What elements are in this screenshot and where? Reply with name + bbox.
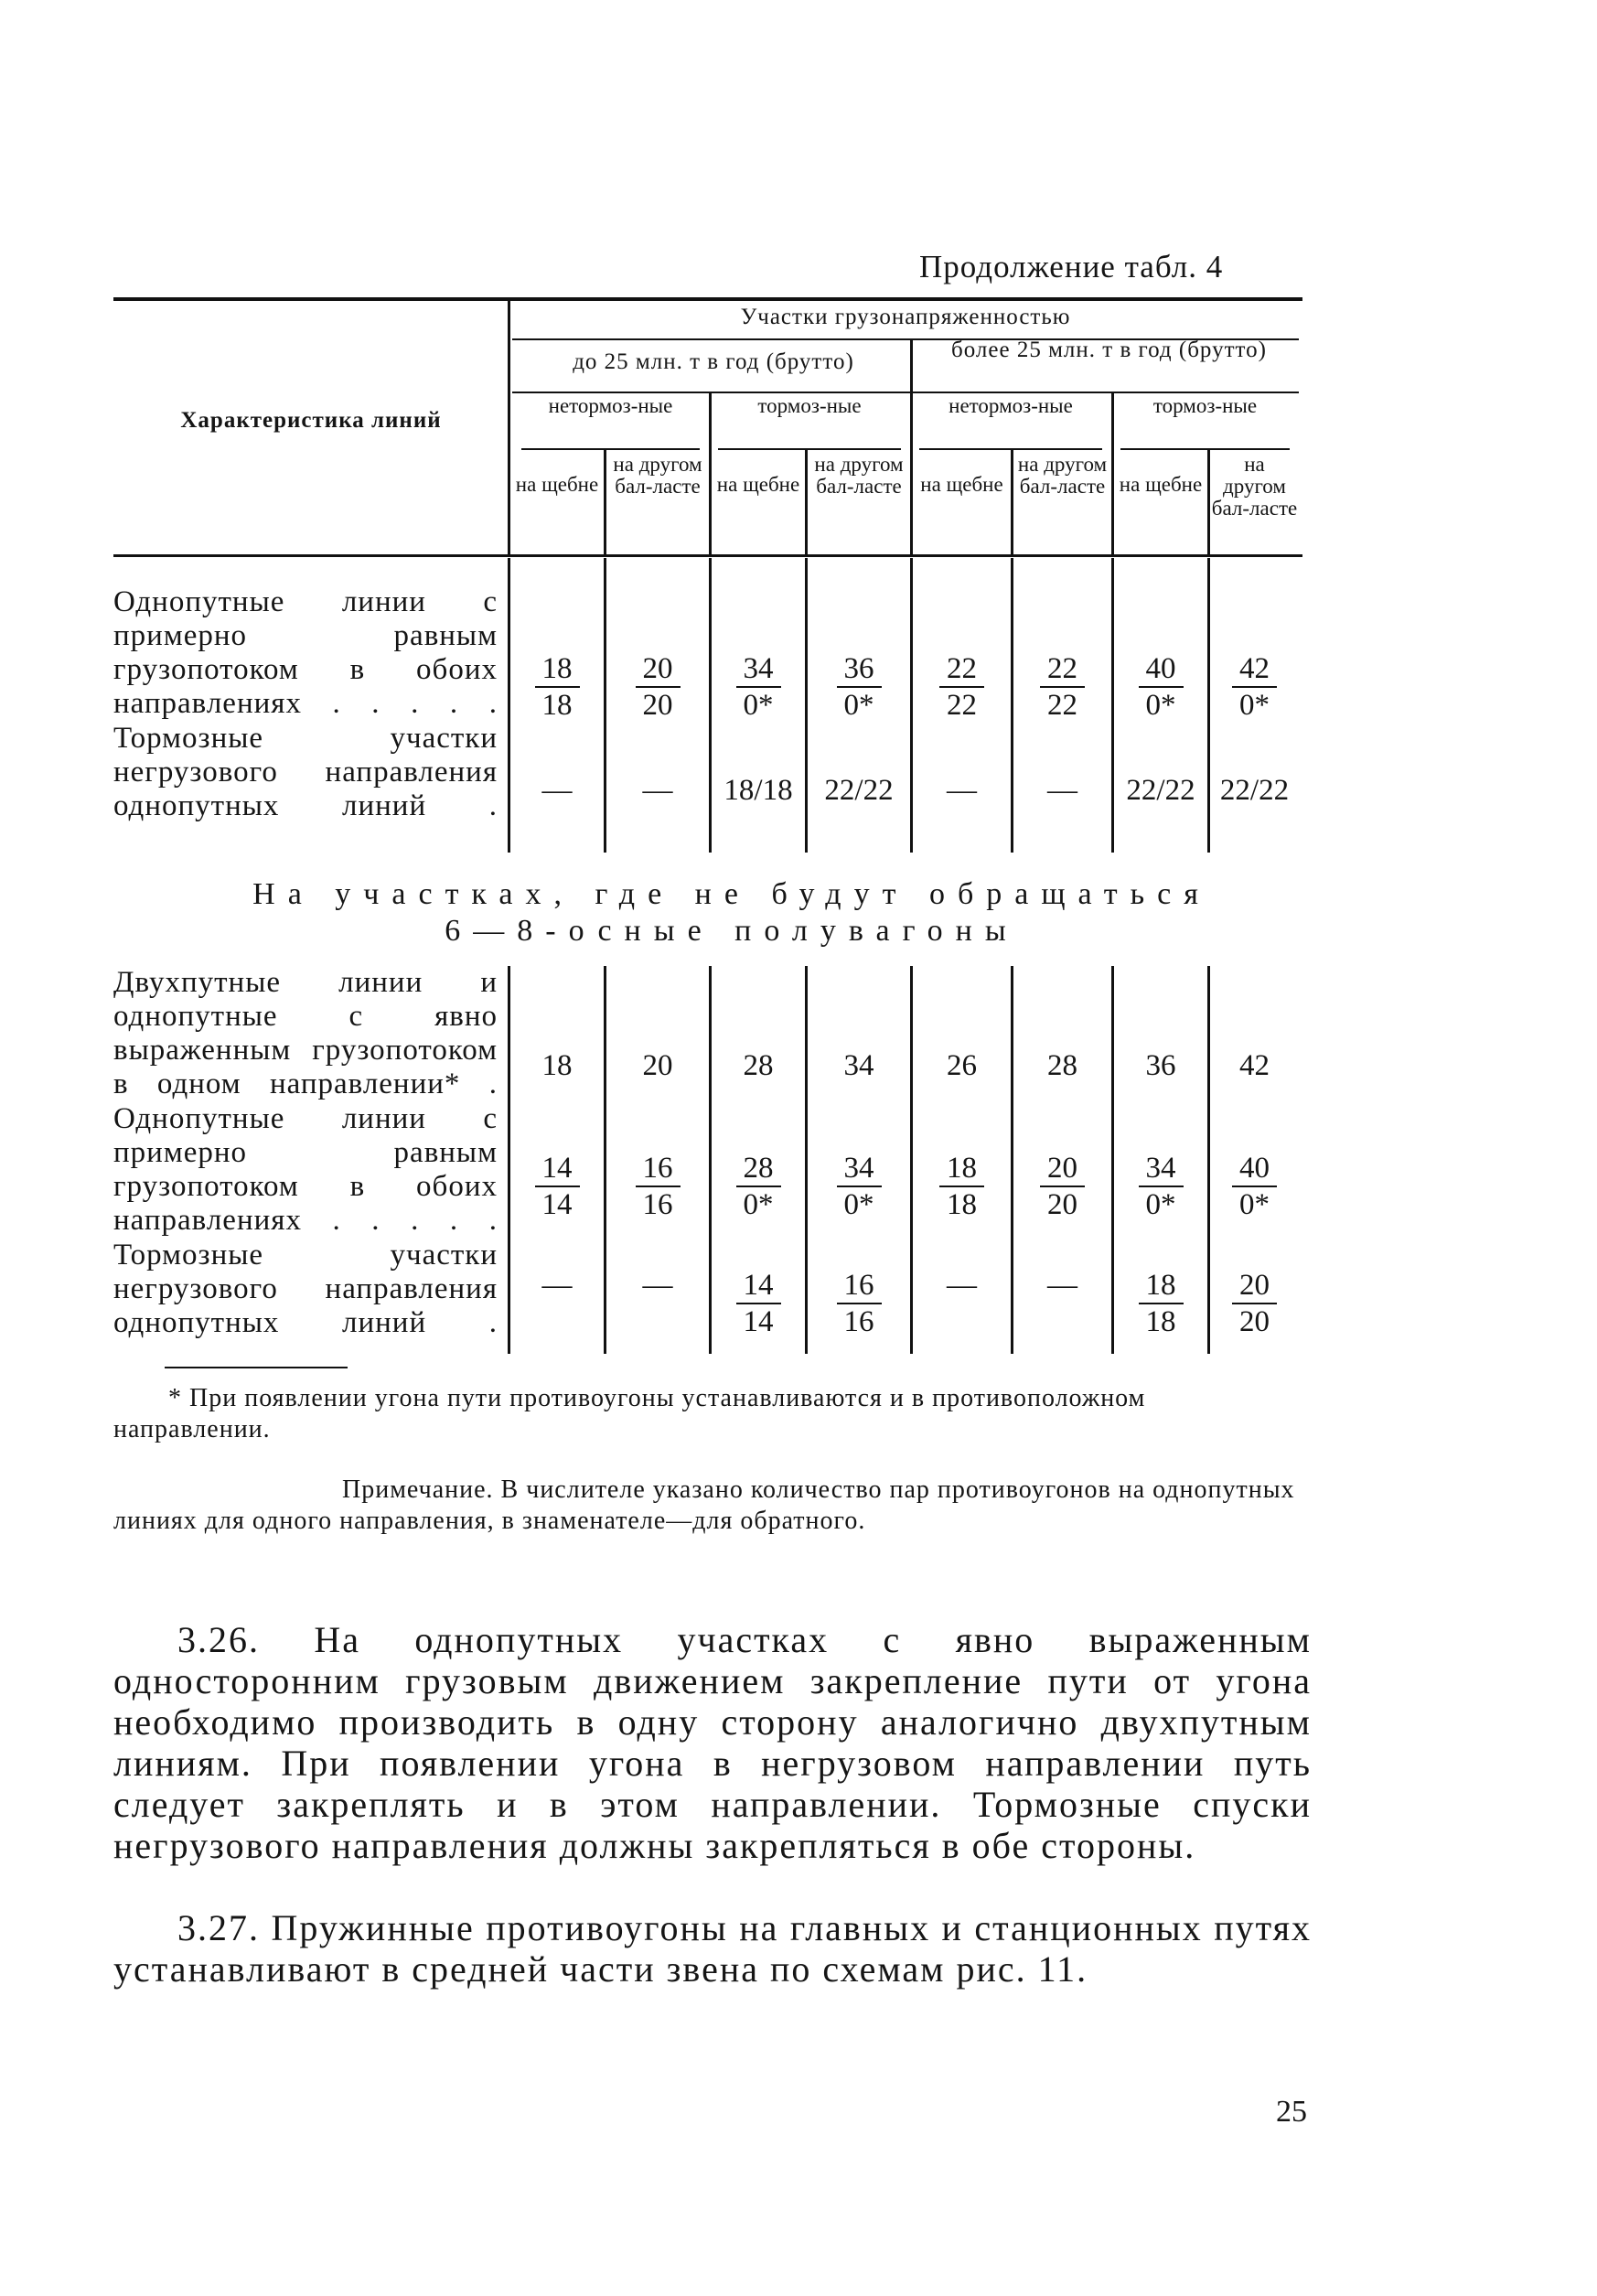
- header-top: Участки грузонапряженностью: [740, 305, 1071, 329]
- s2-r2-c8-fraction: [1232, 1151, 1277, 1222]
- s2-r3-c3-numerator: 14: [743, 1269, 774, 1302]
- header-rule-groups: [512, 392, 1299, 393]
- s2-r2-c2-numerator: 16: [642, 1152, 673, 1185]
- colheader-5: на щебне: [920, 473, 1003, 496]
- s1-r1-c2-fraction: [636, 651, 681, 723]
- colheader-4: на другом бал-ласте: [814, 453, 904, 498]
- footnote-separator: [165, 1367, 348, 1368]
- s1-r2-c6: —: [1047, 774, 1077, 807]
- s2-r3-c3-fraction: [736, 1268, 781, 1339]
- s2-r1-c4: 34: [843, 1049, 874, 1082]
- s2-r3-c2: —: [642, 1269, 673, 1302]
- s1-r2-c3: 18/18: [723, 774, 793, 807]
- s1-r1-c3-fraction: [736, 651, 781, 723]
- s2-r2-c1-fraction: [535, 1151, 580, 1222]
- header-group-1: до 25 млн. т в год (брутто): [573, 349, 854, 374]
- subheader-1: нетормоз-ные: [548, 394, 673, 417]
- s2-r2-c5-fraction: [939, 1151, 984, 1222]
- s1-r1-c7-denominator: 0*: [1139, 686, 1184, 723]
- s2-r2-c4: [808, 1151, 910, 1222]
- s1-row1-label: Однопутные линии с примерно равным грузопотоком в обоих направлениях . . . . .: [113, 585, 498, 720]
- footnote: * При появлении угона пути противоугоны устанавливаются и в противоположном направлении.: [113, 1384, 1146, 1443]
- s1-r1-c6-fraction: [1040, 651, 1085, 723]
- section2-heading: [183, 876, 1281, 950]
- s2-r2-c6-fraction: [1040, 1151, 1085, 1222]
- s2-r1-c5: 26: [947, 1049, 977, 1082]
- header-group-2: более 25 млн. т в год (брутто): [951, 338, 1267, 362]
- s2-r2-c2-denominator: 16: [636, 1186, 681, 1222]
- s2-r3-c6: —: [1047, 1269, 1077, 1302]
- colheader-8: на другом бал-ласте: [1211, 453, 1298, 520]
- header-rule-sub-4: [1120, 448, 1290, 450]
- s2-r2-c3-fraction: [736, 1151, 781, 1222]
- s1-r1-c5-numerator: 22: [947, 652, 977, 685]
- s2-r1-c2: 20: [642, 1049, 673, 1082]
- s2-r2-c7: [1114, 1151, 1207, 1222]
- s2-r1-c6: 28: [1047, 1049, 1077, 1082]
- s1-r1-c2-denominator: 20: [636, 686, 681, 723]
- s1-r1-c4: [808, 651, 910, 723]
- subheader-3: нетормоз-ные: [949, 394, 1073, 417]
- s2-r3-c7-numerator: 18: [1145, 1269, 1176, 1302]
- s2-r2-c8-denominator: 0*: [1232, 1186, 1277, 1222]
- s1-r1-c1: [510, 651, 604, 723]
- subheader-4: тормоз-ные: [1152, 394, 1258, 417]
- s2-row1-label: Двухпутные линии и однопутные с явно выраженным грузопотоком в одном направлении* .: [113, 966, 498, 1100]
- s1-r1-c5-denominator: 22: [939, 686, 984, 723]
- s2-r1-c7: 36: [1145, 1049, 1176, 1082]
- s2-r3-c1: —: [541, 1269, 573, 1302]
- s1-r1-c2-numerator: 20: [642, 652, 673, 685]
- s1-r1-c5: [913, 651, 1011, 723]
- note: Примечание. В числителе указано количество пар противоугонов на однопутных линиях для одного направления, в знаменателе—для обратного.: [113, 1475, 1295, 1535]
- header-rule-sub-1: [521, 448, 700, 450]
- s2-row3-label: Тормозные участки негрузового направления однопутных линий .: [113, 1239, 498, 1339]
- s2-r1-c8: 42: [1239, 1049, 1270, 1082]
- s2-r2-c5-denominator: 18: [939, 1186, 984, 1222]
- s1-r1-c3-denominator: 0*: [736, 686, 781, 723]
- s2-r2-c2: [606, 1151, 709, 1222]
- s1-r2-c2: —: [642, 774, 673, 807]
- colheader-6: на другом бал-ласте: [1017, 453, 1108, 498]
- s2-r3-c4-denominator: 16: [837, 1303, 882, 1339]
- colheader-3: на щебне: [716, 473, 800, 496]
- s2-r3-c4-fraction: [837, 1268, 882, 1339]
- s2-r3-c7-fraction: [1139, 1268, 1184, 1339]
- s2-r2-c3-denominator: 0*: [736, 1186, 781, 1222]
- s2-r2-c5: [913, 1151, 1011, 1222]
- header-bottom-rule: [113, 554, 1302, 557]
- s2-r3-c3: [712, 1268, 805, 1339]
- s1-r1-c3: [712, 651, 805, 723]
- s2-r3-c8: [1210, 1268, 1299, 1339]
- s1-r1-c6: [1013, 651, 1111, 723]
- s2-r2-c3-numerator: 28: [743, 1152, 774, 1185]
- s1-r2-c4: 22/22: [824, 774, 894, 807]
- header-characteristic: Характеристика линий: [180, 408, 442, 433]
- s2-r2-c1-denominator: 14: [535, 1186, 580, 1222]
- s2-r3-c5: —: [947, 1269, 977, 1302]
- s1-r1-c7: [1114, 651, 1207, 723]
- s2-r2-c6: [1013, 1151, 1111, 1222]
- s1-r1-c2: [606, 651, 709, 723]
- s2-r2-c2-fraction: [636, 1151, 681, 1222]
- s1-r1-c8-fraction: [1232, 651, 1277, 723]
- s1-r1-c4-denominator: 0*: [837, 686, 882, 723]
- s2-r2-c7-numerator: 34: [1145, 1152, 1176, 1185]
- s2-r3-c8-fraction: [1232, 1268, 1277, 1339]
- s2-r3-c4: [808, 1268, 910, 1339]
- s2-r2-c4-numerator: 34: [843, 1152, 874, 1185]
- s1-r1-c3-numerator: 34: [743, 652, 774, 685]
- s1-r1-c8-numerator: 42: [1239, 652, 1270, 685]
- colheader-1: на щебне: [515, 473, 599, 496]
- s1-r1-c1-denominator: 18: [535, 686, 580, 723]
- s1-row2-label: Тормозные участки негрузового направления однопутных линий .: [113, 722, 498, 822]
- s1-r1-c6-denominator: 22: [1040, 686, 1085, 723]
- s2-r3-c8-numerator: 20: [1239, 1269, 1270, 1302]
- s2-r2-c4-fraction: [837, 1151, 882, 1222]
- s1-r1-c6-numerator: 22: [1047, 652, 1077, 685]
- header-vline-main: [508, 300, 510, 556]
- s1-r1-c7-numerator: 40: [1145, 652, 1176, 685]
- s2-r1-c3: 28: [743, 1049, 774, 1082]
- subheader-2: тормоз-ные: [757, 394, 862, 417]
- s2-r2-c3: [712, 1151, 805, 1222]
- s1-r2-c7: 22/22: [1126, 774, 1195, 807]
- s2-r3-c8-denominator: 20: [1232, 1303, 1277, 1339]
- s2-r2-c4-denominator: 0*: [837, 1186, 882, 1222]
- s2-r2-c5-numerator: 18: [947, 1152, 977, 1185]
- s2-r2-c7-denominator: 0*: [1139, 1186, 1184, 1222]
- s2-r3-c7: [1114, 1268, 1207, 1339]
- s2-r2-c8: [1210, 1151, 1299, 1222]
- s2-r2-c8-numerator: 40: [1239, 1152, 1270, 1185]
- table-caption: Продолжение табл. 4: [919, 249, 1224, 284]
- s2-r3-c3-denominator: 14: [736, 1303, 781, 1339]
- s2-r2-c1: [510, 1151, 604, 1222]
- s1-r1-c7-fraction: [1139, 651, 1184, 723]
- colheader-7: на щебне: [1119, 473, 1203, 496]
- s1-r1-c4-numerator: 36: [843, 652, 874, 685]
- s1-r1-c8: [1210, 651, 1299, 723]
- section2-heading-line2: 6—8-осные полувагоны: [445, 914, 1019, 948]
- s1-r1-c5-fraction: [939, 651, 984, 723]
- paragraph-3-27: 3.27. Пружинные противоугоны на главных и станционных путях устанавливают в средней части звена по схемам рис. 11.: [113, 1907, 1312, 1990]
- s2-r2-c6-numerator: 20: [1047, 1152, 1077, 1185]
- s1-r2-c8: 22/22: [1219, 774, 1290, 807]
- s2-r2-c7-fraction: [1139, 1151, 1184, 1222]
- s1-r1-c1-fraction: [535, 651, 580, 723]
- s2-r1-c1: 18: [541, 1049, 573, 1082]
- s2-r3-c4-numerator: 16: [843, 1269, 874, 1302]
- s2-row2-label: Однопутные линии с примерно равным грузопотоком в обоих направлениях . . . . .: [113, 1102, 498, 1237]
- colheader-2: на другом бал-ласте: [613, 453, 702, 498]
- paragraph-3-26: 3.26. На однопутных участках с явно выраженным односторонним грузовым движением закрепление пути от угона необходимо производить в одну сторону аналогично двухпутным линиям. При появлении угона в негрузовом направлении путь следует закреплять и в этом направлении. Тормозные спуски негрузового направления должны закрепляться в обе стороны.: [113, 1619, 1312, 1866]
- s1-r1-c4-fraction: [837, 651, 882, 723]
- s1-r1-c1-numerator: 18: [541, 652, 573, 685]
- table-top-rule: [113, 297, 1302, 301]
- s1-r1-c8-denominator: 0*: [1232, 686, 1277, 723]
- s2-r2-c6-denominator: 20: [1040, 1186, 1085, 1222]
- section2-heading-line1: На участках, где не будут обращаться: [252, 877, 1211, 911]
- s1-r2-c1: —: [541, 774, 573, 807]
- s1-r2-c5: —: [947, 774, 977, 807]
- header-rule-sub-2: [718, 448, 901, 450]
- s2-r3-c7-denominator: 18: [1139, 1303, 1184, 1339]
- s2-r2-c1-numerator: 14: [541, 1152, 573, 1185]
- page-number: 25: [1276, 2095, 1307, 2129]
